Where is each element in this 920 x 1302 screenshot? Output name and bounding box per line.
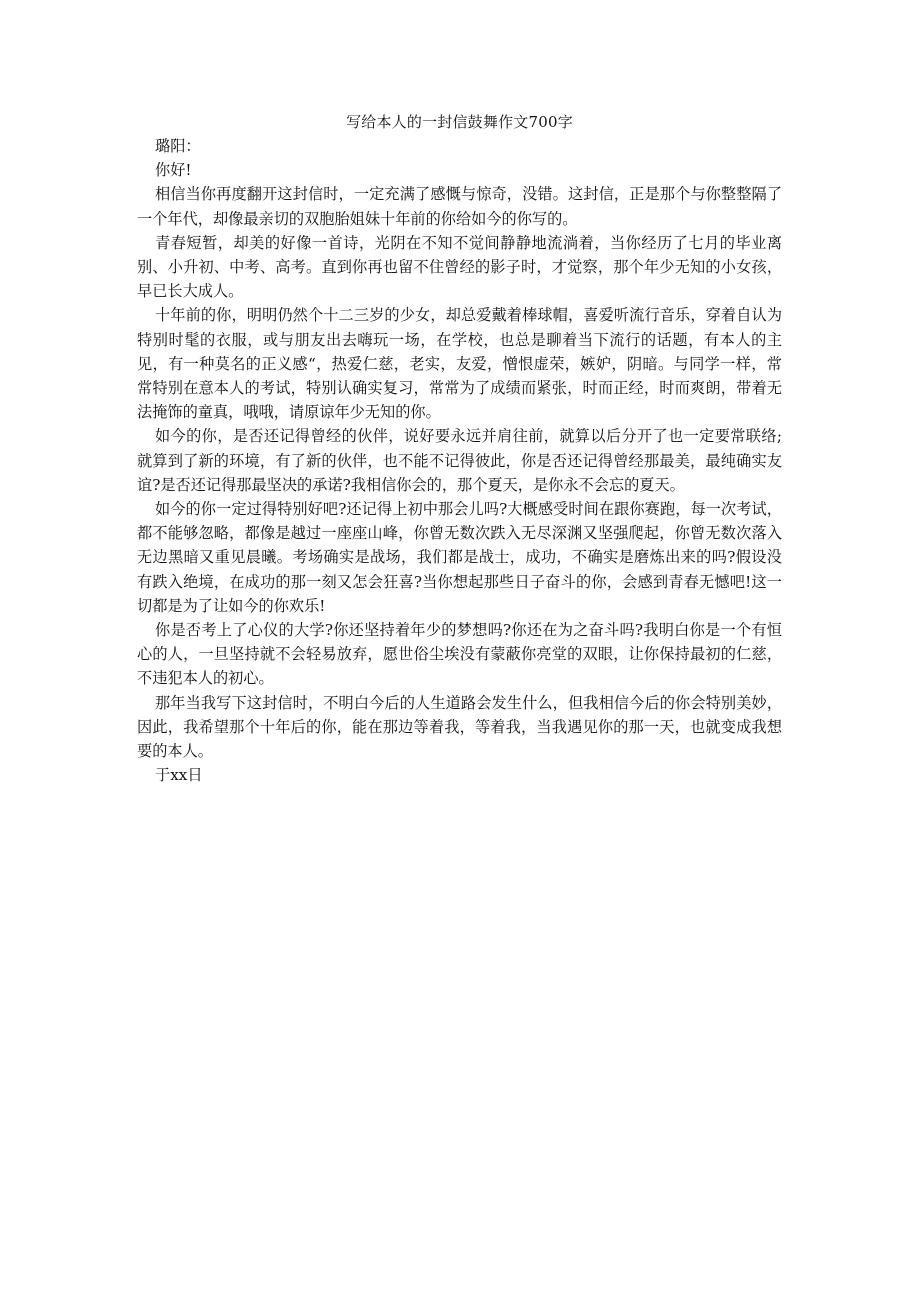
signature-date: 于xx日 bbox=[155, 766, 203, 785]
document-title: 写给本人的一封信鼓舞作文700字 bbox=[346, 113, 573, 131]
body-paragraph: 如今的你，是否还记得曾经的伙伴，说好要永远并肩往前，就算以后分开了也一定要常联络;就算到了新的环境，有了新的伙伴，也不能不记得彼此，你是否还记得曾经那最美，最纯确实友谊?是否还记得那最坚决的承诺?我相信你会的，那个夏天，是你永不会忘的夏天。 bbox=[137, 427, 782, 494]
body-paragraph: 如今的你一定过得特别好吧?还记得上初中那会儿吗?大概感受时间在跟你赛跑，每一次考试，都不能够忽略，都像是越过一座座山峰，你曾无数次跌入无尽深渊又坚强爬起，你曾无数次落入无边黑暗又重见晨曦。考场确实是战场，我们都是战士，成功，不确实是磨炼出来的吗?假设没有跌入绝境，在成功的那一刻又怎会狂喜?当你想起那些日子奋斗的你，会感到青春无憾吧!这一切都是为了让如今的你欢乐! bbox=[137, 500, 782, 615]
salutation: 璐阳： bbox=[155, 137, 201, 155]
document-page bbox=[137, 110, 782, 787]
body-paragraph: 你是否考上了心仪的大学?你还坚持着年少的梦想吗?你还在为之奋斗吗?我明白你是一个有恒心的人，一旦坚持就不会轻易放弃，愿世俗尘埃没有蒙蔽你亮堂的双眼，让你保持最初的仁慈，不违犯本人的初心。 bbox=[137, 621, 782, 688]
body-paragraph: 十年前的你，明明仍然个十二三岁的少女，却总爱戴着棒球帽，喜爱听流行音乐，穿着自认为特别时髦的衣服，或与朋友出去嗨玩一场，在学校，也总是聊着当下流行的话题，有本人的主见，有一种莫名的正义感“，热爱仁慈，老实，友爱，憎恨虚荣，嫉妒，阴暗。与同学一样，常常特别在意本人的考试，特别认确实复习，常常为了成绩而紧张，时而正经，时而爽朗，带着无法掩饰的童真，哦哦，请原谅年少无知的你。 bbox=[137, 306, 782, 422]
body-paragraph: 相信当你再度翻开这封信时，一定充满了感慨与惊奇，没错。这封信，正是那个与你整整隔了一个年代，却像最亲切的双胞胎姐妹十年前的你给如今的你写的。 bbox=[137, 185, 782, 228]
body-paragraph: 青春短暂，却美的好像一首诗，光阴在不知不觉间静静地流淌着，当你经历了七月的毕业离别、小升初、中考、高考。直到你再也留不住曾经的影子时，才觉察，那个年少无知的小女孩，早已长大成人。 bbox=[137, 233, 782, 301]
greeting: 你好! bbox=[155, 161, 192, 180]
body-paragraph: 那年当我写下这封信时，不明白今后的人生道路会发生什么，但我相信今后的你会特别美妙，因此，我希望那个十年后的你，能在那边等着我，等着我，当我遇见你的那一天，也就变成我想要的本人。 bbox=[137, 693, 782, 761]
